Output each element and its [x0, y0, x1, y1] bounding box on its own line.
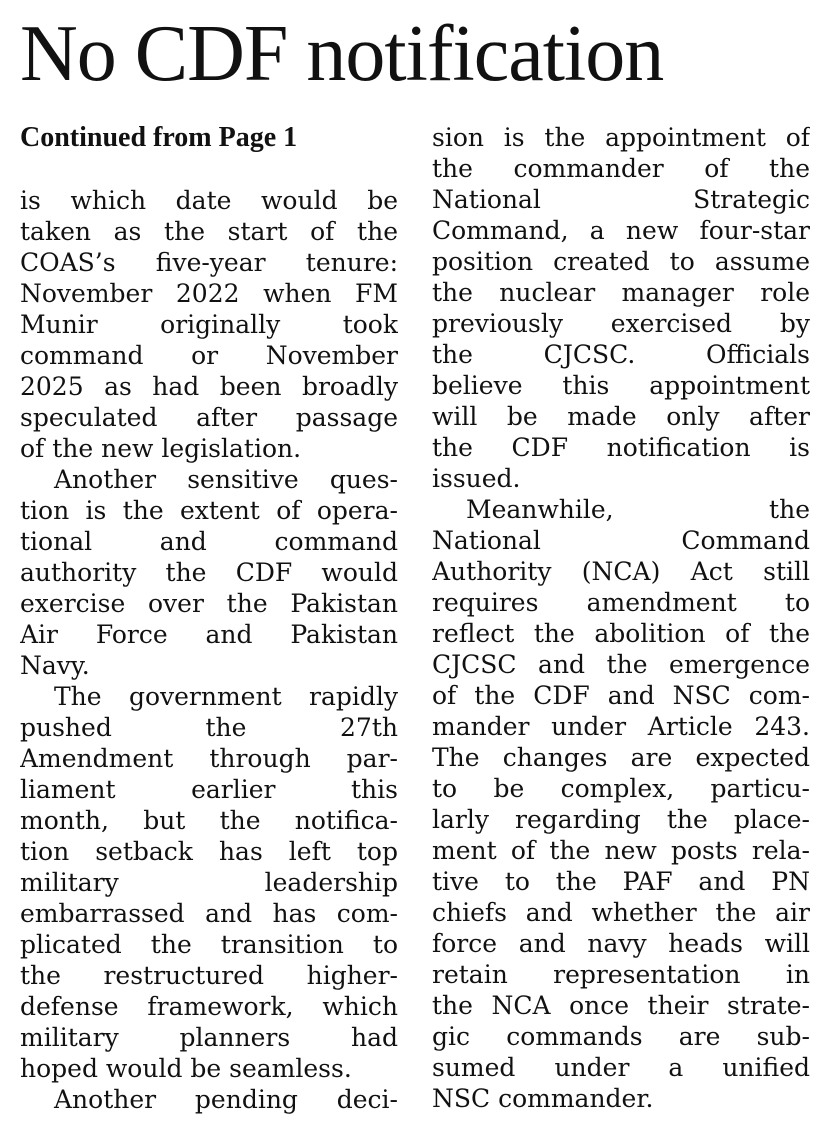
article-column-left — [20, 122, 398, 1115]
text-line: plicated the transition to — [20, 930, 398, 959]
paragraph — [20, 681, 398, 1084]
text-line: Navy. — [20, 651, 90, 680]
text-line: taken as the start of the — [20, 217, 398, 246]
text-line: of the CDF and NSC com- — [432, 681, 810, 710]
text-line: pushed the 27th — [20, 713, 398, 742]
text-line: hoped would be seamless. — [20, 1054, 352, 1083]
text-line: reflect the abolition of the — [432, 619, 810, 648]
paragraph — [432, 122, 810, 494]
text-line: speculated after passage — [20, 403, 398, 432]
text-line: the CDF notification is — [432, 433, 810, 462]
text-line: sumed under a unified — [432, 1053, 810, 1082]
text-line: military planners had — [20, 1023, 398, 1052]
text-line: mander under Article 243. — [432, 712, 810, 741]
right-column-body — [432, 122, 810, 1114]
text-line: larly regarding the place- — [432, 805, 810, 834]
text-line: the NCA once their strate- — [432, 991, 810, 1020]
text-line: Munir originally took — [20, 310, 398, 339]
text-line: sion is the appointment of — [432, 123, 810, 152]
text-line: the nuclear manager role — [432, 278, 810, 307]
text-line: command or November — [20, 341, 398, 370]
text-line: Air Force and Pakistan — [20, 620, 398, 649]
continued-from-label: Continued from Page 1 — [20, 122, 298, 153]
text-line: force and navy heads will — [432, 929, 810, 958]
text-line: chiefs and whether the air — [432, 898, 810, 927]
text-line: Another sensitive ques- — [54, 465, 398, 494]
text-line: the restructured higher- — [20, 961, 398, 990]
paragraph — [432, 494, 810, 1114]
text-line: Meanwhile, the — [466, 495, 810, 524]
text-line: exercise over the Pakistan — [20, 589, 398, 618]
text-line: NSC commander. — [432, 1084, 654, 1113]
left-column-body — [20, 185, 398, 1115]
text-line: National Command — [432, 526, 810, 555]
text-line: The changes are expected — [432, 743, 810, 772]
text-line: liament earlier this — [20, 775, 398, 804]
text-line: tion setback has left top — [20, 837, 398, 866]
text-line: issued. — [432, 464, 521, 493]
text-line: tion is the extent of opera- — [20, 496, 398, 525]
paragraph — [20, 185, 398, 464]
text-line: previously exercised by — [432, 309, 810, 338]
text-line: the commander of the — [432, 154, 810, 183]
text-line: ment of the new posts rela- — [432, 836, 810, 865]
text-line: position created to assume — [432, 247, 810, 276]
text-line: National Strategic — [432, 185, 810, 214]
text-line: retain representation in — [432, 960, 810, 989]
paragraph — [20, 1084, 398, 1115]
article-column-right — [432, 122, 810, 1114]
headline: No CDF notification — [20, 10, 664, 98]
text-line: Command, a new four-star — [432, 216, 810, 245]
text-line: defense framework, which — [20, 992, 398, 1021]
text-line: of the new legislation. — [20, 434, 302, 463]
text-line: to be complex, particu- — [432, 774, 810, 803]
text-line: Another pending deci- — [54, 1085, 398, 1114]
text-line: 2025 as had been broadly — [20, 372, 398, 401]
text-line: Authority (NCA) Act still — [432, 557, 810, 586]
text-line: CJCSC and the emergence — [432, 650, 810, 679]
text-line: The government rapidly — [54, 682, 398, 711]
text-line: November 2022 when FM — [20, 279, 398, 308]
text-line: gic commands are sub- — [432, 1022, 810, 1051]
text-line: Amendment through par- — [20, 744, 398, 773]
text-line: embarrassed and has com- — [20, 899, 398, 928]
text-line: month, but the notifica- — [20, 806, 398, 835]
text-line: is which date would be — [20, 186, 398, 215]
text-line: believe this appointment — [432, 371, 810, 400]
text-line: military leadership — [20, 868, 398, 897]
text-line: tive to the PAF and PN — [432, 867, 810, 896]
text-line: tional and command — [20, 527, 398, 556]
text-line: the CJCSC. Officials — [432, 340, 810, 369]
text-line: COAS’s five-year tenure: — [20, 248, 398, 277]
text-line: authority the CDF would — [20, 558, 398, 587]
text-line: requires amendment to — [432, 588, 810, 617]
paragraph — [20, 464, 398, 681]
text-line: will be made only after — [432, 402, 810, 431]
